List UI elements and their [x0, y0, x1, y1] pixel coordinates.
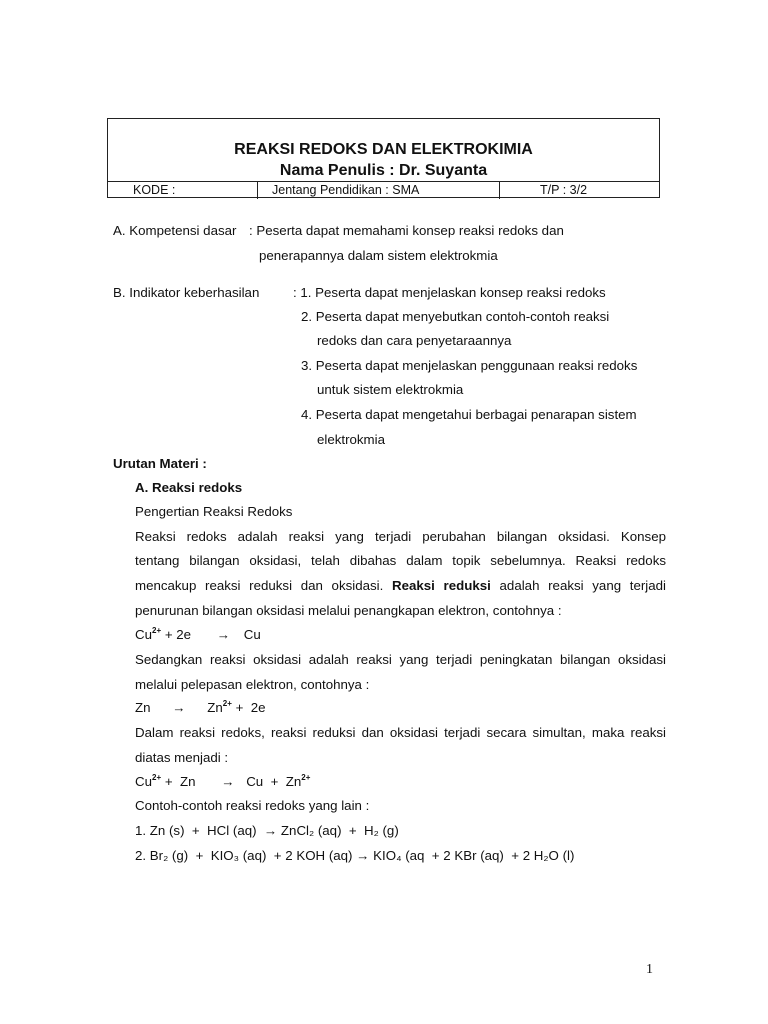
indikator-line: 3. Peserta dapat menjelaskan penggunaan reaksi redoks — [301, 358, 638, 373]
eq-charge: 2+ — [152, 773, 162, 782]
header-info-row — [108, 181, 659, 199]
eq-term: Zn — [135, 700, 151, 715]
page-number: 1 — [646, 962, 653, 977]
paragraph-text: adalah reaksi yang terjadi — [499, 578, 666, 593]
eq-term: Zn — [207, 700, 223, 715]
paragraph-text: mencakup reaksi reduksi dan oksidasi. — [135, 578, 384, 593]
example-reaction: 2. Br₂ (g) + KIO₃ (aq) + 2 KOH (aq) → KIO₄ (aq + 2 KBr (aq) + 2 H₂O (l) — [135, 848, 575, 863]
equation-oxidation — [135, 700, 266, 716]
eq-term: Cu — [243, 627, 261, 642]
eq-charge: 2+ — [152, 626, 162, 635]
indikator-label: B. Indikator keberhasilan — [113, 285, 260, 300]
tp-cell: T/P : 3/2 — [540, 183, 588, 197]
eq-term: + 2e — [231, 700, 266, 715]
equation-redox — [135, 774, 310, 790]
paragraph-line — [135, 578, 666, 594]
eq-term: Cu — [135, 774, 152, 789]
indikator-line: 4. Peserta dapat mengetahui berbagai penarapan sistem — [301, 407, 637, 422]
kode-cell: KODE : — [108, 182, 258, 199]
paragraph-line: Dalam reaksi redoks, reaksi reduksi dan oksidasi terjadi secara simultan, maka reaksi — [135, 725, 666, 740]
paragraph-line: tentang bilangan oksidasi, telah dibahas dalam topik sebelumnya. Reaksi redoks — [135, 553, 666, 568]
section-subtitle: Pengertian Reaksi Redoks — [135, 504, 293, 519]
indikator-line: elektrokmia — [317, 432, 385, 447]
eq-term: + 2e — [161, 627, 192, 642]
paragraph-line: penurunan bilangan oksidasi melalui penangkapan elektron, contohnya : — [135, 603, 562, 618]
arrow-symbol: → — [221, 774, 235, 789]
examples-label: Contoh-contoh reaksi redoks yang lain : — [135, 798, 370, 813]
indikator-line: : 1. Peserta dapat menjelaskan konsep reaksi redoks — [293, 285, 606, 300]
equation-reduction — [135, 627, 261, 643]
header-table — [107, 118, 660, 198]
example-reaction: 1. Zn (s) + HCl (aq) → ZnCl₂ (aq) + H₂ (g) — [135, 823, 399, 838]
kompetensi-label: A. Kompetensi dasar — [113, 223, 237, 238]
paragraph-line: melalui pelepasan elektron, contohnya : — [135, 677, 370, 692]
kompetensi-line-1: : Peserta dapat memahami konsep reaksi redoks dan — [249, 223, 564, 238]
paragraph-line: Reaksi redoks adalah reaksi yang terjadi perubahan bilangan oksidasi. Konsep — [135, 529, 666, 544]
eq-charge: 2+ — [222, 699, 232, 708]
bold-term: Reaksi reduksi — [391, 578, 491, 593]
eq-term: Cu — [135, 627, 152, 642]
eq-charge: 2+ — [301, 773, 311, 782]
kompetensi-line-2: penerapannya dalam sistem elektrokmia — [259, 248, 498, 263]
arrow-symbol: → — [172, 700, 186, 715]
materi-heading: Urutan Materi : — [113, 456, 207, 471]
author-line: Nama Penulis : Dr. Suyanta — [279, 162, 488, 179]
section-heading: A. Reaksi redoks — [135, 480, 243, 495]
document-title: REAKSI REDOKS DAN ELEKTROKIMIA — [234, 141, 533, 158]
jenjang-cell: Jentang Pendidikan : SMA — [258, 182, 500, 199]
indikator-line: redoks dan cara penyetaraannya — [317, 333, 512, 348]
indikator-line: 2. Peserta dapat menyebutkan contoh-contoh reaksi — [301, 309, 610, 324]
eq-term: Cu + Zn — [246, 774, 302, 789]
eq-term: + Zn — [161, 774, 196, 789]
paragraph-line: Sedangkan reaksi oksidasi adalah reaksi yang terjadi peningkatan bilangan oksidasi — [135, 652, 666, 667]
paragraph-line: diatas menjadi : — [135, 750, 229, 765]
arrow-symbol: → — [216, 627, 231, 642]
indikator-line: untuk sistem elektrokmia — [317, 382, 464, 397]
